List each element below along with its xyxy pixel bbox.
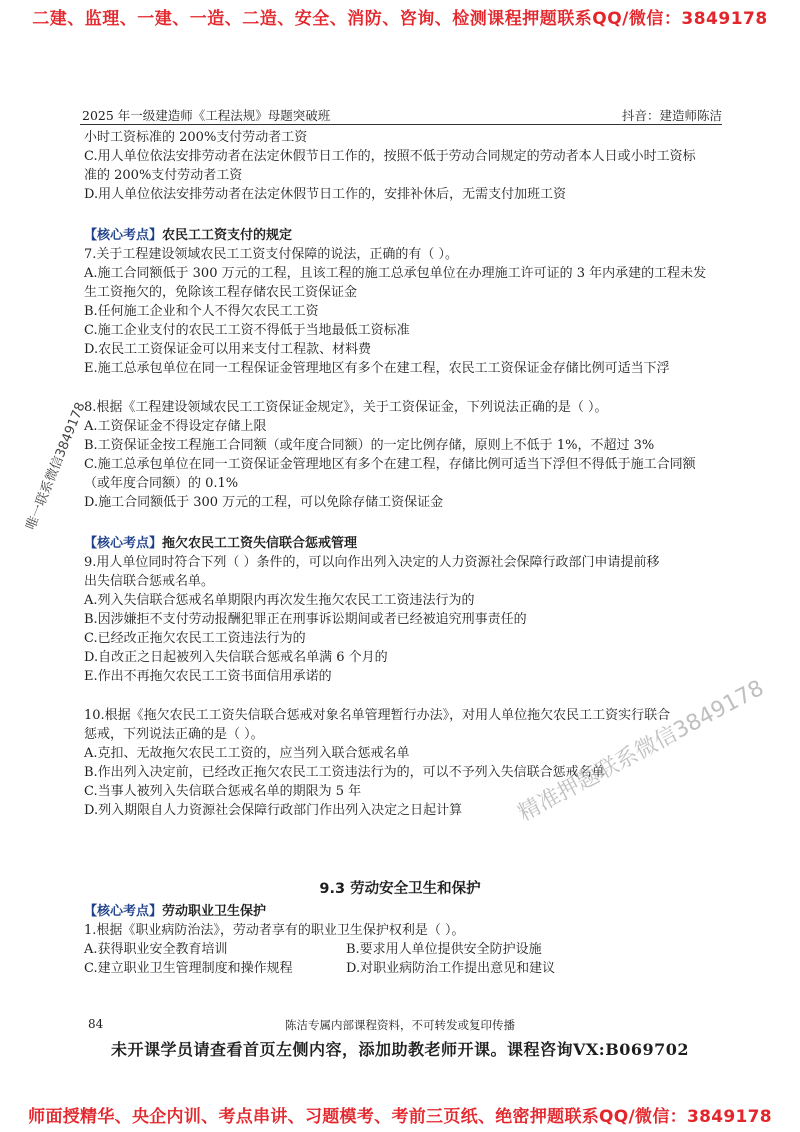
course-consult-note: 未开课学员请查看首页左侧内容，添加助教老师开课。课程咨询VX:B069702 bbox=[110, 1040, 690, 1059]
option-a: A.克扣、无故拖欠农民工工资的，应当列入联合惩戒名单 bbox=[84, 746, 410, 761]
option-e: E.施工总承包单位在同一工程保证金管理地区有多个在建工程，农民工工资保证金存储比例可适当下浮 bbox=[84, 361, 670, 376]
option-a: A.列入失信联合惩戒名单期限内再次发生拖欠农民工工资违法行为的 bbox=[84, 593, 475, 608]
header-course-title: 2025 年一级建造师《工程法规》母题突破班 bbox=[82, 108, 331, 123]
core-point-tag: 【核心考点】 bbox=[84, 536, 163, 551]
top-promo-banner: 二建、监理、一建、一造、二造、安全、消防、咨询、检测课程押题联系QQ/微信：3849178 bbox=[32, 9, 768, 29]
text-line: 惩戒，下列说法正确的是（ ）。 bbox=[84, 727, 264, 742]
core-point-heading bbox=[84, 902, 724, 921]
core-point-tag: 【核心考点】 bbox=[84, 904, 163, 919]
option-d: D.自改正之日起被列入失信联合惩戒名单满 6 个月的 bbox=[84, 650, 388, 665]
option-d: D.农民工工资保证金可以用来支付工程款、材料费 bbox=[84, 342, 372, 357]
question-stem: 10.根据《拖欠农民工工资失信联合惩戒对象名单管理暂行办法》，对用人单位拖欠农民工工资实行联合 bbox=[84, 708, 671, 723]
option-b: B.任何施工企业和个人不得欠农民工工资 bbox=[84, 304, 319, 319]
option-c: C.施工总承包单位在同一工资保证金管理地区有多个在建工程，存储比例可适当下浮但不得低于施工合同额 bbox=[84, 457, 696, 472]
option-a: A.工资保证金不得设定存储上限 bbox=[84, 419, 267, 434]
watermark-right: 精准押题联系微信3849178 bbox=[514, 675, 768, 827]
option-c: C.当事人被列入失信联合惩戒名单的期限为 5 年 bbox=[84, 784, 362, 799]
core-point-tag: 【核心考点】 bbox=[84, 228, 163, 243]
option-a: A.获得职业安全教育培训 bbox=[84, 942, 228, 957]
option-b: B.要求用人单位提供安全防护设施 bbox=[346, 942, 542, 957]
question-stem: 1.根据《职业病防治法》，劳动者享有的职业卫生保护权利是（ ）。 bbox=[84, 923, 465, 938]
page-content bbox=[84, 128, 724, 820]
question-stem: 8.根据《工程建设领域农民工工资保证金规定》，关于工资保证金，下列说法正确的是（ ）。 bbox=[84, 400, 608, 415]
question-stem: 9.用人单位同时符合下列（ ）条件的，可以向作出列入决定的人力资源社会保障行政部门申请提前移 bbox=[84, 555, 660, 570]
core-point-title: 劳动职业卫生保护 bbox=[162, 904, 267, 919]
text-line: 准的 200%支付劳动者工资 bbox=[84, 168, 243, 183]
text-line: （或年度合同额）的 0.1% bbox=[84, 476, 239, 491]
section-content bbox=[84, 900, 724, 978]
bottom-promo-banner: 师面授精华、央企内训、考点串讲、习题模考、考前三页纸、绝密押题联系QQ/微信：3849178 bbox=[28, 1107, 772, 1127]
option-d: D.对职业病防治工作提出意见和建议 bbox=[346, 961, 556, 976]
question-9 bbox=[84, 553, 724, 686]
question-8 bbox=[84, 398, 724, 512]
option-a: A.施工合同额低于 300 万元的工程，且该工程的施工总承包单位在办理施工许可证的 3 年内承建的工程未发 bbox=[84, 266, 707, 281]
text-line: 出失信联合惩戒名单。 bbox=[84, 574, 215, 589]
text-line: 小时工资标准的 200%支付劳动者工资 bbox=[84, 130, 308, 145]
option-c: C.施工企业支付的农民工工资不得低于当地最低工资标准 bbox=[84, 323, 410, 338]
option-c: C.已经改正拖欠农民工工资违法行为的 bbox=[84, 631, 306, 646]
option-c: C.建立职业卫生管理制度和操作规程 bbox=[84, 961, 293, 976]
header-author: 抖音：建造师陈洁 bbox=[621, 108, 722, 123]
text-line: 生工资拖欠的，免除该工程存储农民工资保证金 bbox=[84, 285, 358, 300]
watermark-left: 唯一联系微信3849178 bbox=[23, 400, 89, 533]
footer-copyright-note: 陈洁专属内部课程资料，不可转发或复印传播 bbox=[285, 1018, 515, 1032]
question-1 bbox=[84, 921, 724, 978]
option-d: D.用人单位依法安排劳动者在法定休假节日工作的，安排补休后，无需支付加班工资 bbox=[84, 187, 567, 202]
option-b: B.工资保证金按工程施工合同额（或年度合同额）的一定比例存储，原则上不低于 1%，不超过 3% bbox=[84, 438, 655, 453]
option-d: D.列入期限自人力资源社会保障行政部门作出列入决定之日起计算 bbox=[84, 803, 463, 818]
option-b: B.因涉嫌拒不支付劳动报酬犯罪正在刑事诉讼期间或者已经被追究刑事责任的 bbox=[84, 612, 527, 627]
core-point-heading bbox=[84, 534, 724, 553]
question-7 bbox=[84, 245, 724, 378]
option-c: C.用人单位依法安排劳动者在法定休假节日工作的，按照不低于劳动合同规定的劳动者本人日或小时工资标 bbox=[84, 149, 696, 164]
core-point-title: 拖欠农民工工资失信联合惩戒管理 bbox=[162, 536, 358, 551]
section-title: 9.3 劳动安全卫生和保护 bbox=[319, 881, 481, 897]
option-e: E.作出不再拖欠农民工工资书面信用承诺的 bbox=[84, 669, 332, 684]
question-stem: 7.关于工程建设领域农民工工资支付保障的说法，正确的有（ ）。 bbox=[84, 247, 459, 262]
option-b: B.作出列入决定前，已经改正拖欠农民工工资违法行为的，可以不予列入失信联合惩戒名单 bbox=[84, 765, 605, 780]
page-number: 84 bbox=[88, 1017, 104, 1031]
option-d: D.施工合同额低于 300 万元的工程，可以免除存储工资保证金 bbox=[84, 495, 444, 510]
core-point-title: 农民工工资支付的规定 bbox=[162, 228, 293, 243]
header-divider bbox=[80, 124, 722, 125]
question-6-continuation bbox=[84, 128, 724, 204]
core-point-heading bbox=[84, 226, 724, 245]
